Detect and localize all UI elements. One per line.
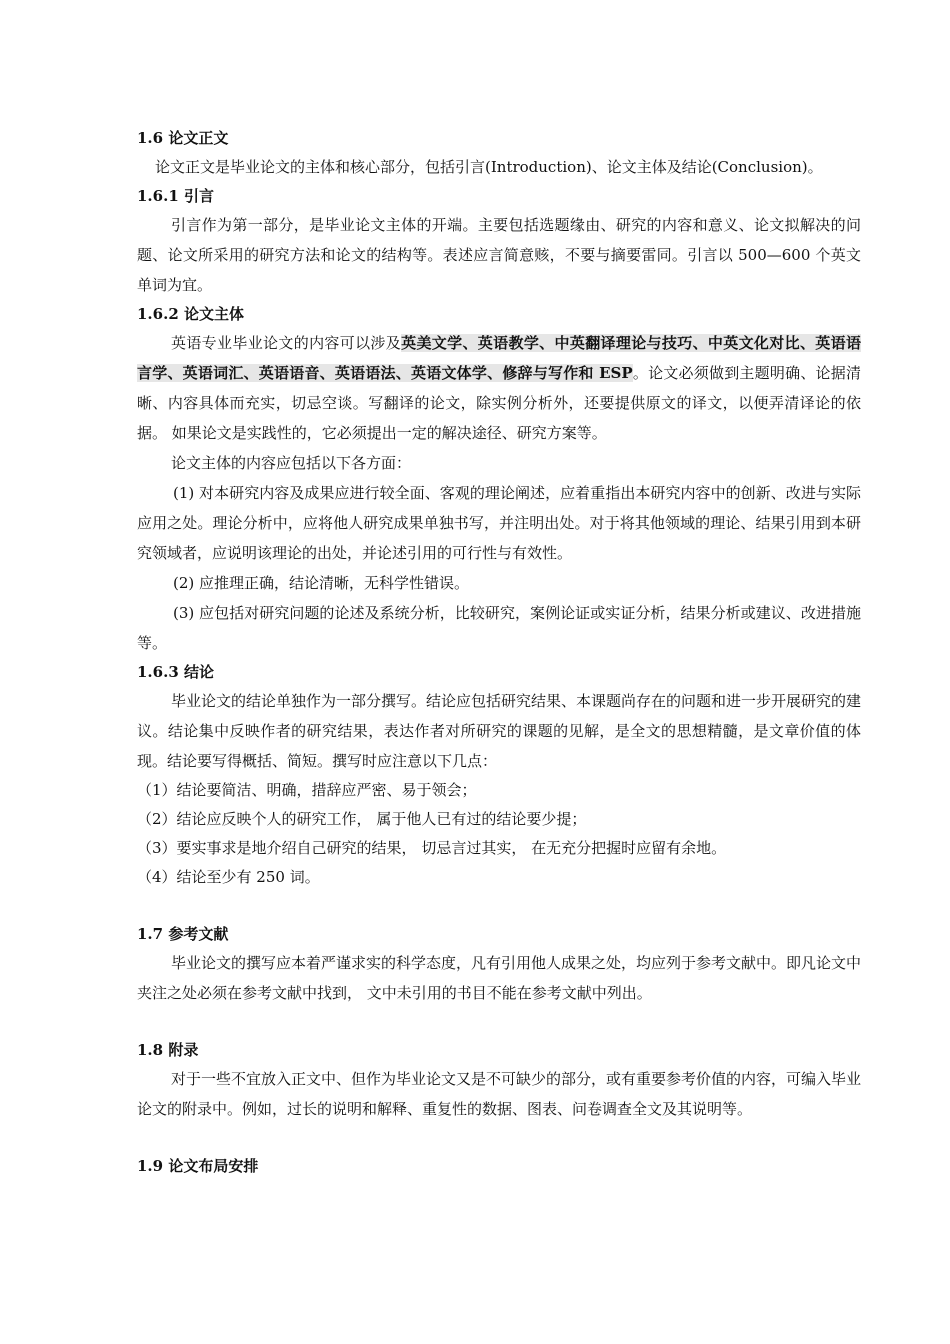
heading-1-6-1: 1.6.1 引言 — [137, 187, 214, 205]
conclusion-item-1: （1）结论要简洁、明确，措辞应严密、易于领会； — [137, 781, 477, 799]
body-item-2: (2) 应推理正确，结论清晰，无科学性错误。 — [173, 574, 470, 592]
heading-1-6: 1.6 论文正文 — [137, 129, 229, 147]
body-item-1: (1) 对本研究内容及成果应进行较全面、客观的理论阐述，应着重指出本研究内容中的创新、改进与实际应用之处。理论分析中，应将他人研究成果单独书写，并注明出处。对于将其他领域的理论、结果引用到本研究领域者，应说明该理论的出处，并论述引用的可行性与有效性。 — [137, 484, 861, 562]
paragraph-1-7: 毕业论文的撰写应本着严谨求实的科学态度，凡有引用他人成果之处，均应列于参考文献中。即凡论文中夹注之处必须在参考文献中找到， 文中未引用的书目不能在参考文献中列出。 — [137, 954, 862, 1002]
heading-1-6-3: 1.6.3 结论 — [137, 663, 214, 681]
document-page — [137, 124, 861, 1180]
paragraph-1-6: 论文正文是毕业论文的主体和核心部分，包括引言(Introduction)、论文主体及结论(Conclusion)。 — [155, 158, 823, 176]
section-gap — [137, 892, 861, 920]
body-item-3: (3) 应包括对研究问题的论述及系统分析，比较研究，案例论证或实证分析，结果分析或建议、改进措施等。 — [137, 604, 861, 652]
paragraph-1-8: 对于一些不宜放入正文中、但作为毕业论文又是不可缺少的部分，或有重要参考价值的内容，可编入毕业论文的附录中。例如，过长的说明和解释、重复性的数据、图表、问卷调查全文及其说明等。 — [137, 1070, 862, 1118]
paragraph-1-6-2-topics — [137, 328, 861, 448]
heading-1-8: 1.8 附录 — [137, 1041, 199, 1059]
topics-intro: 英语专业毕业论文的内容可以涉及 — [171, 334, 402, 352]
section-gap — [137, 1008, 861, 1036]
conclusion-item-2: （2）结论应反映个人的研究工作， 属于他人已有过的结论要少提； — [137, 810, 587, 828]
conclusion-item-4: （4）结论至少有 250 词。 — [137, 868, 320, 886]
paragraph-1-6-1: 引言作为第一部分，是毕业论文主体的开端。主要包括选题缘由、研究的内容和意义、论文拟解决的问题、论文所采用的研究方法和论文的结构等。表述应言简意赅，不要与摘要雷同。引言以 500—600 个英文单词为宜。 — [137, 216, 861, 294]
heading-1-6-2: 1.6.2 论文主体 — [137, 305, 244, 323]
section-gap — [137, 1124, 861, 1152]
heading-1-7: 1.7 参考文献 — [137, 925, 229, 943]
paragraph-1-6-2-contents: 论文主体的内容应包括以下各方面： — [171, 454, 412, 472]
conclusion-item-3: （3）要实事求是地介绍自己研究的结果， 切忌言过其实， 在无充分把握时应留有余地。 — [137, 839, 727, 857]
topics-rest: 。论文必须做到主题明确、论据清晰、内容具体而充实，切忌空谈。写翻译的论文，除实例分析外，还要提供原文的译文，以便弄清译论的依据。 如果论文是实践性的，它必须提出一定的解决途径、研究方案等。 — [137, 364, 861, 442]
topics-highlight: 英美文学、英语教学、中英翻译理论与技巧、中英文化对比、英语语言学、英语词汇、英语语音、英语语法、英语文体学、修辞与写作和 ESP — [137, 334, 861, 382]
heading-1-9: 1.9 论文布局安排 — [137, 1157, 259, 1175]
paragraph-1-6-3: 毕业论文的结论单独作为一部分撰写。结论应包括研究结果、本课题尚存在的问题和进一步开展研究的建议。结论集中反映作者的研究结果，表达作者对所研究的课题的见解，是全文的思想精髓，是文章价值的体现。结论要写得概括、简短。撰写时应注意以下几点： — [137, 692, 862, 770]
